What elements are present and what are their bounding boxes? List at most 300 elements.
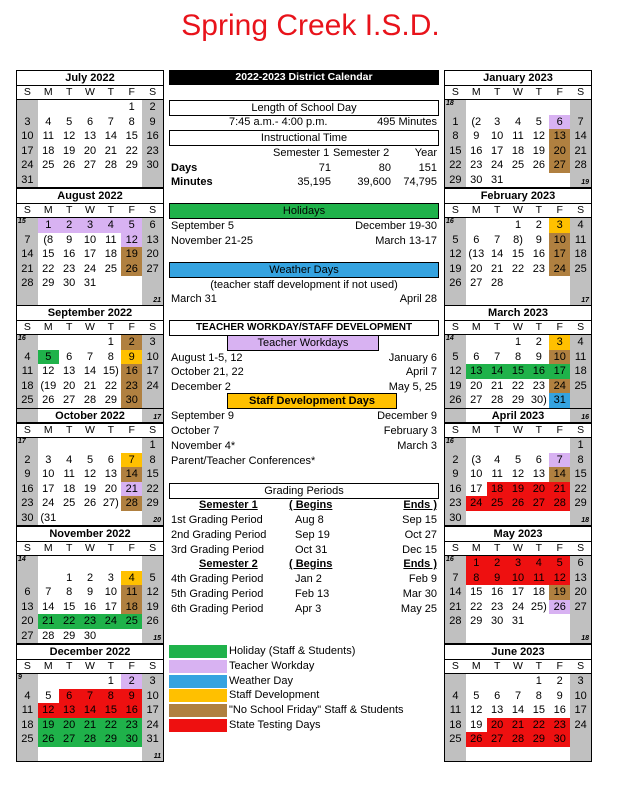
day-cell [59,100,80,115]
day-number: 7 [494,350,501,363]
day-cell [100,335,121,350]
day-cell [80,585,101,600]
day-number: 22 [574,482,587,495]
day-number: 23 [491,600,504,613]
legend-label: State Testing Days [229,719,321,731]
day-cell [508,732,529,747]
day-cell [80,511,101,526]
day-cell [100,718,121,733]
day-cell [508,218,529,233]
day-cell [445,732,466,747]
day-number: 30 [449,511,462,524]
week-row [445,335,591,350]
day-cell [487,393,508,408]
holiday-left: September 5 [171,220,234,232]
day-number: 17 [511,586,525,598]
day-cell [549,674,570,689]
day-number: 27 [491,733,504,745]
day-cell [17,129,38,144]
day-number: 26 [511,497,525,509]
month-title: November 2022 [17,527,163,542]
day-cell [549,614,570,629]
day-cell [80,689,101,704]
day-number: 6 [66,350,73,363]
day-cell [487,556,508,571]
day-cell [142,379,163,394]
day-number: 13 [21,600,34,613]
day-number: 16 [553,704,566,716]
day-number: 26 [63,159,76,171]
day-cell [508,276,529,291]
day-cell [38,614,59,629]
day-cell [100,262,121,277]
holiday-left: November 21-25 [171,235,253,247]
day-cell [508,262,529,277]
day-cell [38,144,59,159]
week-row [445,276,591,291]
week-row [445,115,591,130]
day-cell [466,703,487,718]
day-number: 23 [21,497,34,509]
day-cell [142,262,163,277]
day-number: 20 [470,379,483,392]
day-number: 26 [83,497,97,509]
day-number: 5 [556,557,563,569]
weekday-label: W [513,424,523,436]
day-cell [17,629,38,644]
day-cell [59,453,80,468]
day-cell [17,496,38,511]
day-cell [445,393,466,408]
day-number: 4 [452,689,459,702]
day-cell [466,496,487,511]
day-cell [445,158,466,173]
day-cell [549,350,570,365]
weekday-label: S [149,204,157,216]
day-number: 25) [530,600,547,613]
month-title: June 2023 [445,645,591,660]
grading-period-row [169,572,439,587]
day-number: 23 [532,262,545,275]
week-row [445,482,591,497]
day-cell [549,247,570,262]
day-number: 12 [42,365,55,377]
day-cell [59,600,80,615]
week-row [17,585,163,600]
weekday-label: M [43,86,53,98]
day-number: 6 [66,689,73,702]
day-cell [487,732,508,747]
day-cell [38,703,59,718]
day-number: 26 [42,394,55,406]
day-cell [142,173,163,188]
weekday-label: M [471,542,481,554]
day-cell [570,689,591,704]
month-jan23 [444,70,592,188]
month-nov22 [16,526,164,644]
day-number: 27 [470,394,483,406]
weekday-label: S [149,424,157,436]
day-number: 29 [511,394,525,406]
day-cell [508,585,529,600]
day-number: 2 [452,453,459,466]
day-cell [80,718,101,733]
day-number: 23 [532,379,545,392]
day-number: 14 [553,468,566,480]
weekday-label: T [107,660,115,672]
weekday-label: S [149,86,157,98]
day-number: 21 [83,379,97,392]
day-cell [549,585,570,600]
period-end: Sep 15 [402,514,437,526]
week-row [17,379,163,394]
day-number: 12 [511,468,525,480]
day-number: 16 [125,365,138,377]
weekday-header [445,204,591,218]
day-cell [80,218,101,233]
day-number: 29 [104,394,117,406]
weekday-label: W [85,321,95,333]
end-count: 18 [581,635,590,642]
day-number: 21 [104,144,117,157]
weekday-label: S [23,321,31,333]
day-cell [508,393,529,408]
day-number: 25 [21,733,34,745]
day-cell [59,732,80,747]
day-cell [508,453,529,468]
day-cell [142,438,163,453]
weekday-label: T [65,86,73,98]
grading-periods-title: Grading Periods [169,483,439,499]
grading-period-row [169,513,439,528]
day-cell [59,718,80,733]
day-number: 20 [574,586,587,598]
day-number: 3 [149,336,156,348]
weekday-label: W [85,424,95,436]
end-count: 11 [153,753,162,760]
day-cell [549,218,570,233]
district-title: Spring Creek I.S.D. [181,9,440,42]
day-number: 18 [104,248,117,260]
week-row [445,393,591,408]
semester-1-label: Semester 1 [199,499,258,511]
day-number: 4 [577,336,584,348]
day-cell [121,173,142,188]
day-cell [528,393,549,408]
day-cell [80,600,101,615]
weekday-label: W [513,86,523,98]
day-cell [466,732,487,747]
day-cell [80,556,101,571]
day-number: 1 [514,219,522,231]
day-cell [142,718,163,733]
day-number: 7 [514,689,522,702]
day-cell [100,571,121,586]
weekday-label: T [65,660,73,672]
day-number: 29 [532,733,545,745]
day-number: 2 [535,336,542,348]
day-cell [142,453,163,468]
day-cell [570,718,591,733]
day-cell [487,467,508,482]
day-cell [38,218,59,233]
day-cell [570,291,591,306]
day-cell [466,571,487,586]
day-cell [80,100,101,115]
day-cell [100,158,121,173]
weekday-label: S [149,660,157,672]
day-number: 9 [24,468,31,480]
weekday-label: T [535,424,543,436]
day-number: 4 [45,115,52,128]
day-number: 22 [42,262,55,275]
day-number: 9 [535,233,542,246]
day-cell [445,350,466,365]
day-number: 22 [511,262,525,275]
weekday-label: M [43,542,53,554]
weekday-label: S [577,204,585,216]
day-number: 21 [83,718,97,731]
month-mar23 [444,305,592,423]
day-cell [549,718,570,733]
weekday-label: T [535,542,543,554]
weather-day-right: April 28 [399,293,437,305]
day-cell [570,350,591,365]
day-cell [549,496,570,511]
day-cell [17,571,38,586]
day-cell [445,438,466,453]
day-cell [508,482,529,497]
day-cell [142,115,163,130]
day-number: 28 [83,733,97,745]
workday-right: January 6 [388,352,437,364]
month-title: March 2023 [445,306,591,321]
day-number: 12 [449,365,462,377]
day-cell [570,585,591,600]
day-cell [59,614,80,629]
day-number: 12 [125,233,138,246]
day-number: 6 [24,586,31,598]
day-number: 5 [514,453,522,466]
grading-period-row [169,602,439,617]
day-number: 15 [42,248,55,260]
day-cell [549,689,570,704]
conference-note: Parent/Teacher Conferences* [171,455,316,467]
day-number: 10 [42,468,55,480]
day-cell [38,438,59,453]
day-number: 19 [532,144,545,157]
day-cell [466,144,487,159]
day-cell [121,335,142,350]
day-cell [17,393,38,408]
day-cell [549,364,570,379]
day-cell [121,453,142,468]
day-cell [466,233,487,248]
end-count: 21 [153,297,162,304]
day-number: 22 [449,159,462,171]
day-cell [570,453,591,468]
day-number: 12 [146,586,159,598]
week-row [445,571,591,586]
period-name: 2nd Grading Period [171,529,267,541]
day-cell [508,335,529,350]
day-number: 1 [514,336,522,348]
weekday-label: F [128,204,135,216]
day-number: 5 [66,115,73,128]
week-row [17,262,163,277]
day-cell [38,276,59,291]
week-row [445,158,591,173]
day-number: 24 [553,379,566,392]
day-number: 18 [511,144,525,157]
day-number: 29 [470,615,483,627]
week-row [17,233,163,248]
day-number: 26 [449,394,462,406]
day-cell [508,100,529,115]
day-number: 27 [532,497,545,509]
day-number: 29 [63,629,76,642]
day-cell [80,291,101,306]
day-cell [445,556,466,571]
day-cell [38,453,59,468]
day-number: 12 [553,571,566,584]
teacher-workdays-title: Teacher Workdays [227,335,379,351]
week-row [17,571,163,586]
month-title: May 2023 [445,527,591,542]
day-cell [466,629,487,644]
day-number: 27 [470,277,483,289]
day-cell [121,629,142,644]
weekday-label: W [85,86,95,98]
day-number: 19 [470,718,483,731]
day-cell [466,364,487,379]
day-number: 24 [511,600,525,613]
day-cell [549,511,570,526]
week-row [445,496,591,511]
day-cell [80,247,101,262]
day-number: 28 [553,497,566,509]
day-cell [142,393,163,408]
day-number: 8 [535,689,542,702]
day-cell [528,674,549,689]
day-number: 28 [21,277,34,289]
day-number: 17 [574,704,587,716]
week-row [17,115,163,130]
day-number: 16 [532,365,545,377]
weekday-header [445,660,591,674]
weekday-label: S [577,542,585,554]
day-cell [528,747,549,762]
day-number: 16 [532,248,545,260]
day-number: 20 [491,718,504,731]
day-cell [38,158,59,173]
legend-label: "No School Friday" Staff & Students [229,704,404,717]
day-cell [570,438,591,453]
day-cell [528,556,549,571]
day-cell [121,689,142,704]
period-begin: Oct 31 [295,544,328,556]
weekday-label: S [577,424,585,436]
day-cell [508,614,529,629]
day-number: 7 [24,233,31,246]
day-number: 31 [491,173,504,186]
day-number: 15 [574,468,587,480]
day-cell [466,173,487,188]
day-cell [80,233,101,248]
day-cell [121,158,142,173]
day-cell [487,276,508,291]
end-count: 17 [581,297,590,304]
weekday-label: F [556,424,563,436]
day-cell [570,144,591,159]
weekday-label: S [451,86,459,98]
day-cell [17,600,38,615]
week-row [445,600,591,615]
day-cell [38,482,59,497]
day-number: 14 [511,704,525,716]
day-cell [445,262,466,277]
day-number: 22 [104,379,117,392]
length-of-day-title: Length of School Day [169,100,439,116]
day-number: 27 [553,159,566,171]
month-sep22 [16,305,164,423]
day-cell [549,453,570,468]
day-cell [17,247,38,262]
day-cell [142,732,163,747]
day-number: 9 [494,571,501,584]
day-cell [17,233,38,248]
day-number: 19 [553,586,566,598]
day-number: 27 [63,394,76,406]
day-cell [142,335,163,350]
day-cell [570,467,591,482]
day-cell [100,393,121,408]
week-row [17,364,163,379]
end-count: 20 [153,517,162,524]
day-number: (19 [40,379,57,392]
day-cell [142,467,163,482]
day-number: 14 [21,248,34,260]
day-cell [38,115,59,130]
day-cell [121,747,142,762]
day-number: 9 [535,350,542,363]
day-cell [59,571,80,586]
day-cell [570,379,591,394]
day-cell [80,732,101,747]
day-number: (3 [471,453,482,466]
day-cell [121,291,142,306]
day-cell [38,732,59,747]
day-cell [549,379,570,394]
day-cell [100,276,121,291]
day-cell [142,689,163,704]
day-cell [487,335,508,350]
day-cell [17,747,38,762]
day-number: 29 [125,159,138,171]
day-number: 2 [24,453,31,466]
day-number: 22 [63,615,76,627]
weekday-label: T [107,204,115,216]
day-cell [121,703,142,718]
day-number: 12 [449,248,462,260]
day-number: 13 [574,571,587,584]
day-cell [59,496,80,511]
day-cell [17,144,38,159]
day-cell [445,600,466,615]
end-count: 15 [153,635,162,642]
day-number: 19 [146,600,159,613]
day-cell [59,585,80,600]
